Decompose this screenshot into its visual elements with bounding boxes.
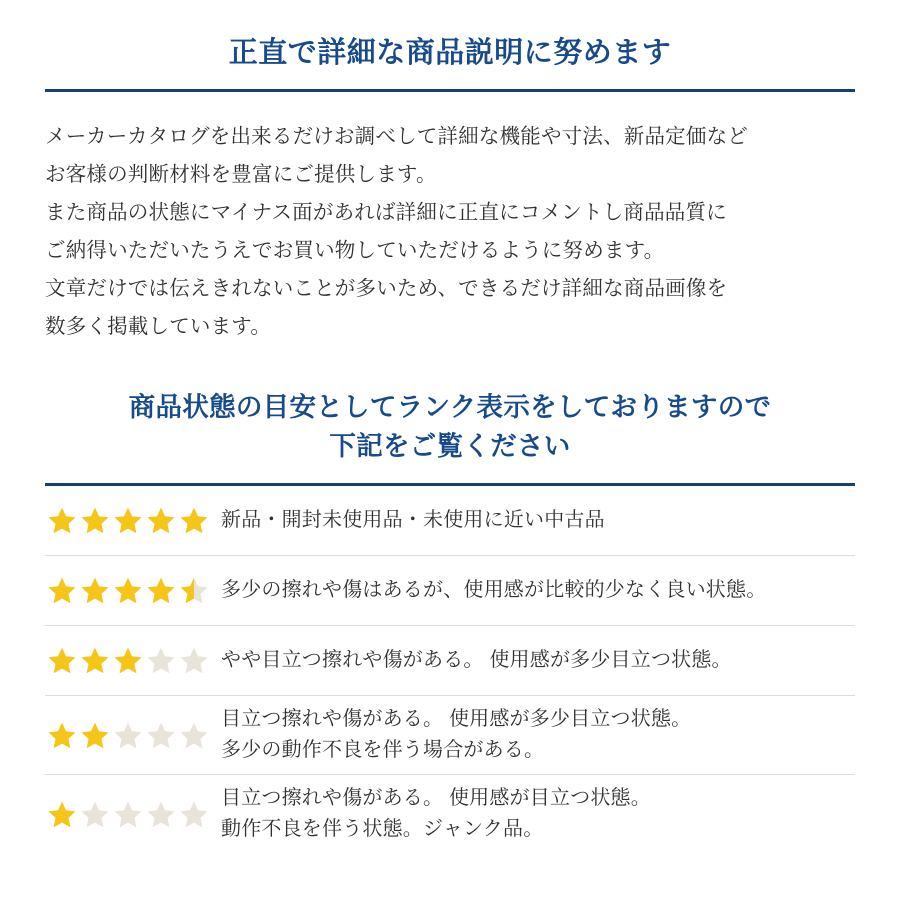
star-icon	[179, 800, 209, 829]
rank-description-line: 新品・開封未使用品・未使用に近い中古品	[221, 509, 605, 532]
star-icon	[179, 721, 209, 750]
star-icon	[113, 646, 143, 675]
section1-body	[45, 118, 855, 346]
section2-heading-line1: 商品状態の目安としてランク表示をしておりますので	[128, 391, 772, 422]
star-icon	[80, 800, 110, 829]
star-icon	[146, 721, 176, 750]
star-icon	[47, 646, 77, 675]
rank-list	[45, 486, 855, 853]
star-icon	[80, 721, 110, 750]
star-icon	[113, 576, 143, 605]
star-icon	[179, 646, 209, 675]
star-icon	[47, 576, 77, 605]
rank-description-line: 多少の擦れや傷はあるが、使用感が比較的少なく良い状態。	[221, 579, 767, 602]
star-icon	[113, 800, 143, 829]
star-icon	[80, 506, 110, 535]
section1-heading: 正直で詳細な商品説明に努めます	[228, 37, 672, 69]
rating-stars	[45, 506, 215, 535]
rank-description	[215, 575, 855, 606]
star-icon	[113, 506, 143, 535]
star-icon	[80, 646, 110, 675]
rank-description-line: 目立つ擦れや傷がある。 使用感が多少目立つ状態。	[221, 708, 692, 731]
rank-row	[45, 556, 855, 626]
rating-stars	[45, 646, 215, 675]
star-icon	[179, 576, 209, 605]
star-icon	[146, 646, 176, 675]
rank-description	[215, 645, 855, 676]
star-icon	[179, 506, 209, 535]
star-icon	[47, 506, 77, 535]
star-icon	[146, 506, 176, 535]
star-icon	[80, 576, 110, 605]
body-line: ご納得いただいたうえでお買い物していただけるように努めます。	[45, 238, 665, 262]
rank-row	[45, 626, 855, 696]
rank-row	[45, 486, 855, 556]
star-icon	[47, 800, 77, 829]
body-line: また商品の状態にマイナス面があれば詳細に正直にコメントし商品品質に	[45, 200, 727, 224]
rank-description-line: 動作不良を伴う状態。ジャンク品。	[221, 818, 544, 841]
rank-description	[215, 505, 855, 536]
rank-description-line: 多少の動作不良を伴う場合がある。	[221, 739, 545, 762]
rank-description-line: やや目立つ擦れや傷がある。 使用感が多少目立つ状態。	[221, 649, 732, 672]
body-line: メーカーカタログを出来るだけお調べして詳細な機能や寸法、新品定価など	[45, 125, 748, 148]
rank-row	[45, 775, 855, 853]
star-icon	[47, 721, 77, 750]
rank-description	[215, 704, 855, 766]
rank-description	[215, 783, 855, 845]
body-line: 文章だけでは伝えきれないことが多いため、できるだけ詳細な商品画像を	[45, 276, 728, 300]
body-line: 数多く掲載しています。	[45, 314, 272, 338]
body-line: お客様の判断材料を豊富にご提供します。	[45, 162, 437, 186]
rank-row	[45, 696, 855, 775]
section2-heading	[45, 388, 855, 468]
star-icon	[146, 576, 176, 605]
divider-top	[45, 89, 855, 92]
rank-description-line: 目立つ擦れや傷がある。 使用感が目立つ状態。	[221, 787, 651, 810]
rating-stars	[45, 576, 215, 605]
star-icon	[146, 800, 176, 829]
rating-stars	[45, 800, 215, 829]
section2-heading-line2: 下記をご覧ください	[329, 431, 571, 462]
rating-stars	[45, 721, 215, 750]
star-icon	[113, 721, 143, 750]
